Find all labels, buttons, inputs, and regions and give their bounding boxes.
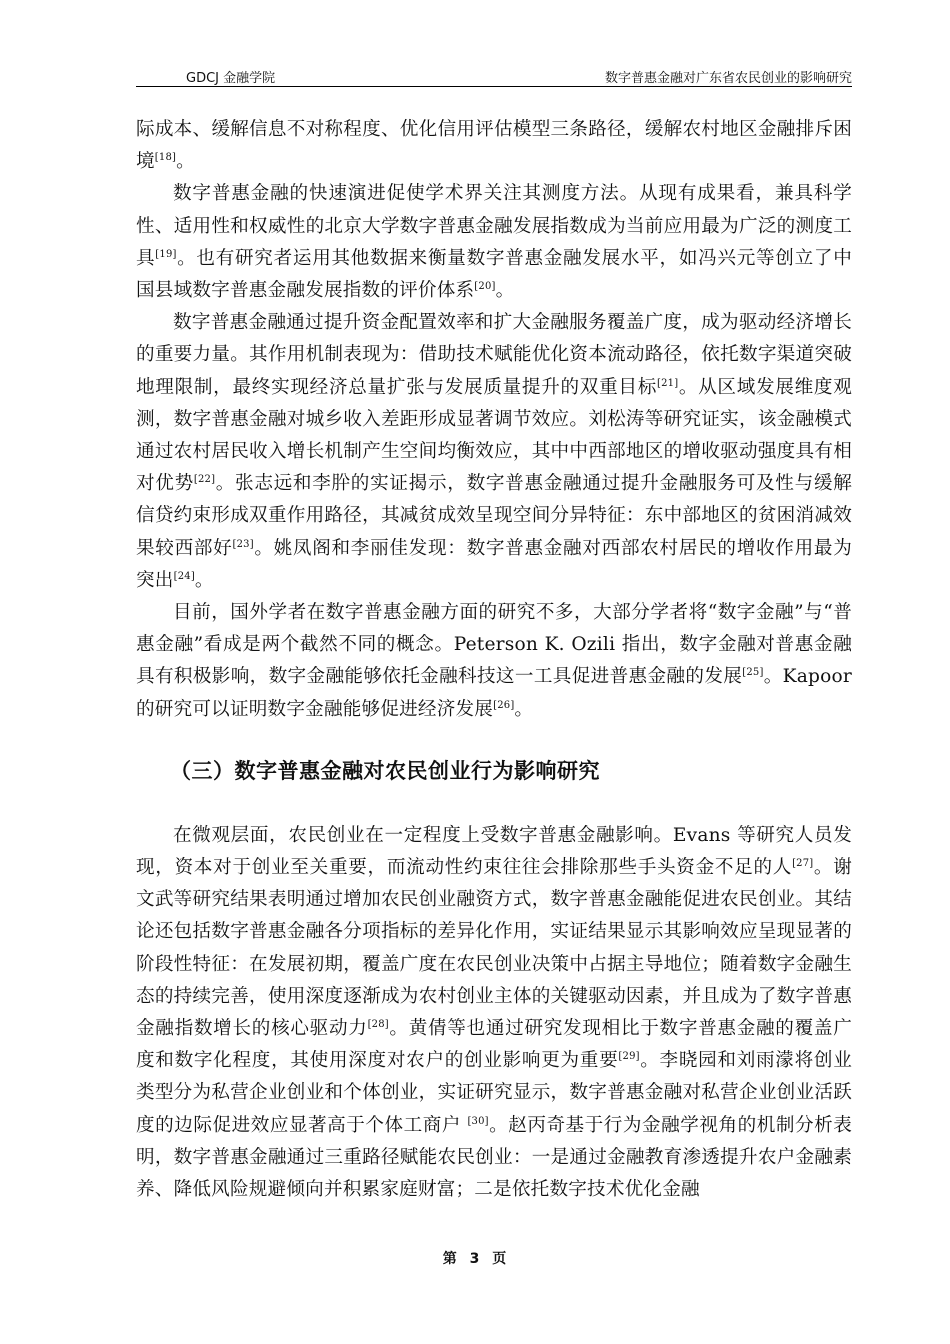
document-body (136, 114, 852, 1206)
page-number: 3 (469, 1251, 481, 1267)
page-label-suffix: 页 (492, 1251, 508, 1267)
citation-reference: [26] (493, 699, 515, 711)
section-heading: （三）数字普惠金融对农民创业行为影响研究 (170, 758, 600, 783)
header-institution: GDCJ 金融学院 (186, 71, 276, 86)
citation-reference: [22] (193, 474, 216, 486)
paragraph-text: 目前，国外学者在数字普惠金融方面的研究不多，大部分学者将“数字金融”与“普惠金融”看成是两个截然不同的概念。Peterson K. Ozili 指出，数字金融对普惠金融具有积极影响，数字金融能够依托金融科技这一工具促进普惠金融的发展 (136, 602, 852, 688)
citation-reference: [18] (154, 152, 177, 164)
body-paragraph (136, 597, 852, 726)
paragraph-text: 数字普惠金融的快速演进促使学术界关注其测度方法。从现有成果看，兼具科学性、适用性和权威性的北京大学数字普惠金融发展指数成为当前应用最为广泛的测度工具 (136, 183, 852, 269)
body-paragraph (136, 178, 852, 307)
paragraphs-after-heading (136, 820, 852, 1206)
paragraph-text: 。谢文武等研究结果表明通过增加农民创业融资方式，数字普惠金融能促进农民创业。其结论还包括数字普惠金融各分项指标的差异化作用，实证结果显示其影响效应呈现显著的阶段性特征：在发展初期，覆盖广度在农民创业决策中占据主导地位；随着数字金融生态的持续完善，使用深度逐渐成为农村创业主体的关键驱动因素，并且成为了数字普惠金融指数增长的核心驱动力 (136, 857, 852, 1040)
header-title: 数字普惠金融对广东省农民创业的影响研究 (604, 71, 852, 86)
paragraph-text: 。赵丙奇基于行为金融学视角的机制分析表明，数字普惠金融通过三重路径赋能农民创业：一是通过金融教育渗透提升农户金融素养、降低风险规避倾向并积累家庭财富；二是依托数字技术优化金融 (136, 1114, 852, 1201)
page-label-prefix: 第 (442, 1251, 458, 1267)
paragraph-text: 数字普惠金融通过提升资金配置效率和扩大金融服务覆盖广度，成为驱动经济增长的重要力量。其作用机制表现为：借助技术赋能优化资本流动路径，依托数字渠道突破地理限制，最终实现经济总量扩张与发展质量提升的双重目标 (136, 312, 852, 398)
body-paragraph (136, 114, 852, 178)
paragraph-text: 。 (194, 569, 214, 591)
page-header (136, 64, 852, 87)
citation-reference: [25] (742, 667, 764, 679)
paragraph-text: 。姚凤阁和李丽佳发现：数字普惠金融对西部农村居民的增收作用最为突出 (136, 537, 852, 591)
paragraph-text: 在微观层面，农民创业在一定程度上受数字普惠金融影响。Evans 等研究人员发现，资本对于创业至关重要，而流动性约束往往会排除那些手头资金不足的人 (136, 824, 852, 879)
citation-reference: [29] (618, 1051, 640, 1063)
paragraph-text: 。张志远和李肸的实证揭示，数字普惠金融通过提升金融服务可及性与缓解信贷约束形成双重作用路径，其减贫成效呈现空间分异特征：东中部地区的贫困消减效果较西部好 (136, 473, 852, 559)
paragraph-text: 。Kapoor 的研究可以证明数字金融能够促进经济发展 (136, 666, 852, 720)
page-footer (0, 1248, 950, 1268)
paragraph-text: 。黄倩等也通过研究发现相比于数字普惠金融的覆盖广度和数字化程度，其使用深度对农户的创业影响更为重要 (136, 1018, 852, 1072)
citation-reference: [23] (232, 538, 254, 550)
paragraph-text: 。 (495, 280, 515, 302)
paragraph-text: 际成本、缓解信息不对称程度、优化信用评估模型三条路径，缓解农村地区金融排斥困境 (136, 119, 852, 173)
body-paragraph (136, 307, 852, 597)
paragraph-text: 。从区域发展维度观测，数字普惠金融对城乡收入差距形成显著调节效应。刘松涛等研究证实，该金融模式通过农村居民收入增长机制产生空间均衡效应，其中中西部地区的增收驱动强度具有相对优势 (136, 376, 852, 495)
paragraph-text: 。李晓园和刘雨濛将创业类型分为私营企业创业和个体创业，实证研究显示，数字普惠金融对私营企业创业活跃度的边际促进效应显著高于个体工商户 (136, 1050, 852, 1136)
citation-reference: [30] (467, 1115, 489, 1127)
paragraphs-before-heading (136, 114, 852, 726)
paragraph-text: 。 (176, 151, 195, 173)
citation-reference: [19] (155, 248, 177, 260)
body-paragraph (136, 820, 852, 1206)
paragraph-text: 。 (514, 698, 534, 720)
paragraph-text: 。也有研究者运用其他数据来衡量数字普惠金融发展水平，如冯兴元等创立了中国县域数字普惠金融发展指数的评价体系 (136, 247, 852, 302)
citation-reference: [21] (657, 377, 679, 389)
citation-reference: [28] (367, 1019, 389, 1031)
citation-reference: [20] (474, 281, 496, 293)
citation-reference: [24] (173, 570, 195, 582)
citation-reference: [27] (792, 858, 814, 870)
